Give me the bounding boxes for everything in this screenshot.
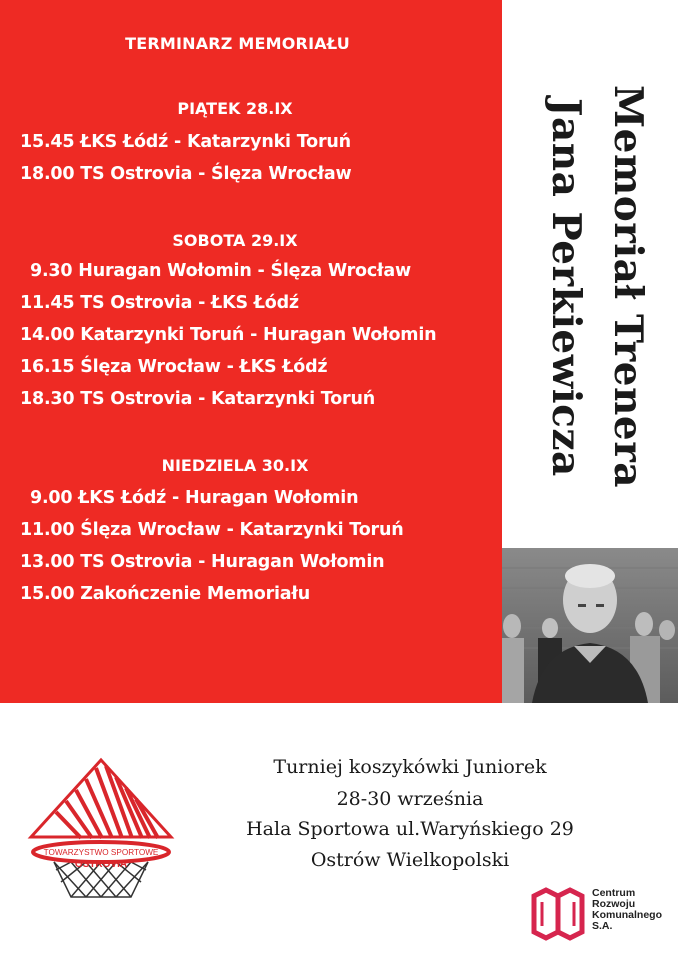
match-row: 14.00 Katarzynki Toruń - Huragan Wołomin [20, 325, 437, 345]
sponsor-name [592, 888, 662, 932]
sponsor-line: S.A. [592, 920, 613, 932]
match-row: 11.45 TS Ostrovia - ŁKS Łódź [20, 293, 299, 313]
tournament-dates: 28-30 września [336, 788, 484, 810]
club-logo-name: OSTROVIA [74, 859, 128, 870]
club-logo-top-text: TOWARZYSTWO SPORTOWE [43, 848, 159, 857]
roof-icon [31, 760, 171, 838]
match-row: 16.15 Ślęza Wrocław - ŁKS Łódź [20, 357, 328, 377]
match-row: 18.30 TS Ostrovia - Katarzynki Toruń [20, 389, 375, 409]
schedule-title: TERMINARZ MEMORIAŁU [125, 34, 350, 53]
crk-logo-icon [530, 884, 588, 944]
coach-photo [502, 548, 678, 703]
match-row: 18.00 TS Ostrovia - Ślęza Wrocław [20, 164, 352, 184]
tournament-name: Turniej koszykówki Juniorek [273, 756, 547, 778]
day-header-saturday: SOBOTA 29.IX [172, 231, 298, 250]
memorial-title-line2: Jana Perkiewicza [543, 97, 589, 477]
day-header-sunday: NIEDZIELA 30.IX [161, 456, 309, 475]
match-row: 13.00 TS Ostrovia - Huragan Wołomin [20, 552, 385, 572]
match-row: 15.00 Zakończenie Memoriału [20, 584, 310, 604]
day-header-friday: PIĄTEK 28.IX [177, 99, 293, 118]
tournament-venue: Hala Sportowa ul.Waryńskiego 29 [246, 818, 574, 840]
sponsor-line: Centrum [592, 887, 636, 899]
match-row: 15.45 ŁKS Łódź - Katarzynki Toruń [20, 132, 351, 152]
match-row: 9.30 Huragan Wołomin - Ślęza Wrocław [30, 261, 411, 281]
memorial-title [505, 0, 678, 548]
sponsor-logo [530, 884, 670, 946]
memorial-title-line1: Memoriał Trenera [605, 85, 651, 489]
sponsor-line: Komunalnego [592, 909, 662, 921]
club-logo [26, 752, 176, 902]
tournament-city: Ostrów Wielkopolski [310, 849, 510, 871]
match-row: 9.00 ŁKS Łódź - Huragan Wołomin [30, 488, 359, 508]
match-row: 11.00 Ślęza Wrocław - Katarzynki Toruń [20, 520, 404, 540]
sponsor-line: Rozwoju [592, 898, 636, 910]
